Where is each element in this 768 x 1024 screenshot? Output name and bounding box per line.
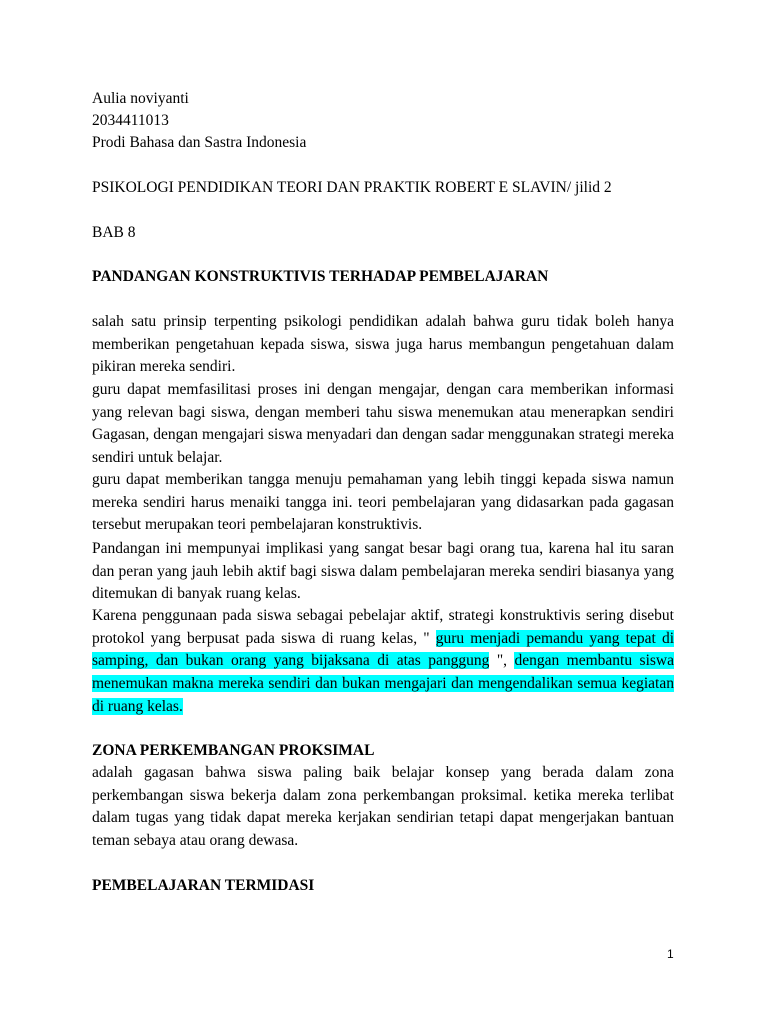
paragraph: Pandangan ini mempunyai implikasi yang sangat besar bagi orang tua, karena hal itu saran dan peran yang jauh lebih aktif bagi siswa dalam pembelajaran mereka sendiri biasanya yang ditemukan di banyak ruang kelas. — [92, 540, 674, 603]
paragraph: adalah gagasan bahwa siswa paling baik belajar konsep yang berada dalam zona perkembangan siswa bekerja dalam zona perkembangan proksimal. ketika mereka terlibat dalam tugas yang tidak dapat mereka kerjakan sendirian tetapi dapat mengerjakan bantuan teman sebaya atau orang dewasa. — [92, 764, 674, 850]
paragraph: guru dapat memberikan tangga menuju pemahaman yang lebih tinggi kepada siswa namun mereka sendiri harus menaiki tangga ini. teori pembelajaran yang didasarkan pada gagasan tersebut merupakan teori pembelajaran konstruktivis. — [92, 471, 674, 534]
paragraph-with-highlight — [92, 605, 674, 719]
highlighted-text: guru menjadi pemandu yang tepat di samping, dan bukan orang yang bijaksana di atas panggung — [92, 629, 675, 670]
paragraph-text: ", — [489, 652, 515, 670]
study-program: Prodi Bahasa dan Sastra Indonesia — [92, 134, 307, 151]
author-name: Aulia noviyanti — [92, 90, 189, 107]
page-number: 1 — [667, 947, 674, 961]
book-title: PSIKOLOGI PENDIDIKAN TEORI DAN PRAKTIK ROBERT E SLAVIN/ jilid 2 — [92, 179, 612, 196]
paragraph: guru dapat memfasilitasi proses ini dengan mengajar, dengan cara memberikan informasi yang relevan bagi siswa, dengan memberi tahu siswa menemukan atau menerapkan sendiri Gagasan, dengan mengajari siswa menyadari dan dengan sadar menggunakan strategi mereka sendiri untuk belajar. — [92, 381, 674, 467]
paragraph: salah satu prinsip terpenting psikologi pendidikan adalah bahwa guru tidak boleh hanya memberikan pengetahuan kepada siswa, siswa juga harus membangun pengetahuan dalam pikiran mereka sendiri. — [92, 313, 674, 376]
section-heading-constructivist: PANDANGAN KONSTRUKTIVIS TERHADAP PEMBELAJARAN — [92, 268, 549, 285]
chapter-label: BAB 8 — [92, 224, 136, 241]
student-id: 2034411013 — [92, 112, 169, 129]
highlighted-text: dengan membantu siswa menemukan makna mereka sendiri dan bukan mengajari dan mengendalikan semua kegiatan di ruang kelas. — [92, 652, 674, 715]
section-heading-mediated-learning: PEMBELAJARAN TERMIDASI — [92, 877, 315, 894]
paragraph-text: Karena penggunaan pada siswa sebagai pebelajar aktif, strategi konstruktivis sering disebut protokol yang berpusat pada siswa di ruang kelas, " — [92, 607, 674, 647]
section-heading-zpd: ZONA PERKEMBANGAN PROKSIMAL — [92, 742, 375, 759]
